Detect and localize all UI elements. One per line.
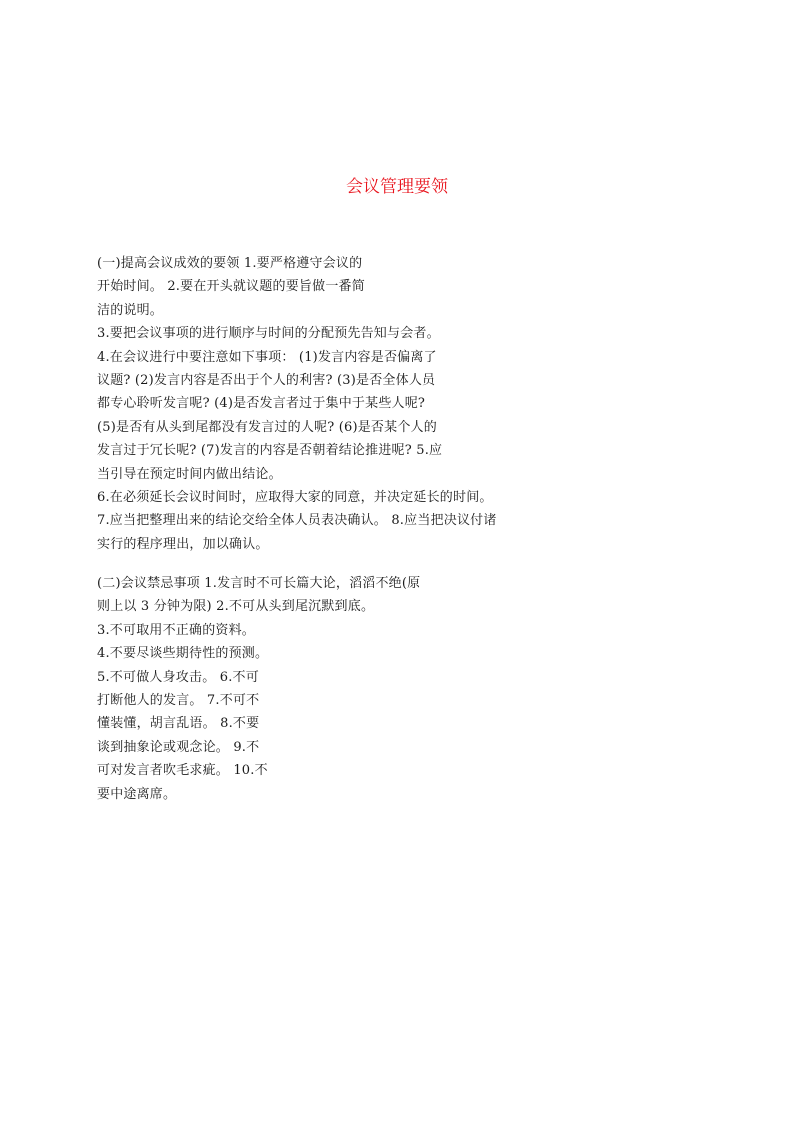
text-line: 当引导在预定时间内做出结论。 <box>97 466 282 482</box>
text-line: 6.在必须延长会议时间时，应取得大家的同意，并决定延长的时间。 <box>97 489 493 505</box>
text-line: 打断他人的发言。 7.不可不 <box>97 693 260 709</box>
text-line: 懂装懂，胡言乱语。 8.不要 <box>97 716 260 732</box>
text-line: 开始时间。 2.要在开头就议题的要旨做一番简 <box>97 279 365 295</box>
text-line: 3.不可取用不正确的资料。 <box>97 622 256 638</box>
text-line: 都专心聆听发言呢? (4)是否发言者过于集中于某些人呢? <box>97 396 426 412</box>
text-line: 4.不要尽谈些期待性的预测。 <box>97 646 269 662</box>
page-title: 会议管理要领 <box>346 177 448 197</box>
document-body <box>97 252 747 806</box>
text-line: 7.应当把整理出来的结论交给全体人员表决确认。 8.应当把决议付诸 <box>97 513 497 529</box>
section-meeting-taboos <box>97 572 747 806</box>
text-line: 洁的说明。 <box>97 302 164 318</box>
text-line: (一)提高会议成效的要领 1.要严格遵守会议的 <box>97 256 363 271</box>
text-line: 发言过于冗长呢? (7)发言的内容是否朝着结论推进呢? 5.应 <box>97 443 443 459</box>
text-line: 要中途离席。 <box>97 786 177 802</box>
text-line: (二)会议禁忌事项 1.发言时不可长篇大论，滔滔不绝(原 <box>97 576 421 592</box>
text-line: 4.在会议进行中要注意如下事项： (1)发言内容是否偏离了 <box>97 349 437 365</box>
text-line: (5)是否有从头到尾都没有发言过的人呢? (6)是否某个人的 <box>97 419 437 435</box>
section-spacer <box>97 556 747 572</box>
text-line: 议题? (2)发言内容是否出于个人的利害? (3)是否全体人员 <box>97 372 436 388</box>
text-line: 5.不可做人身攻击。 6.不可 <box>97 669 259 685</box>
text-line: 谈到抽象论或观念论。 9.不 <box>97 739 260 755</box>
section-meeting-effectiveness <box>97 252 747 556</box>
text-line: 则上以 3 分钟为限) 2.不可从头到尾沉默到底。 <box>97 599 375 615</box>
text-line: 可对发言者吹毛求疵。 10.不 <box>97 763 268 779</box>
text-line: 3.要把会议事项的进行顺序与时间的分配预先告知与会者。 <box>97 326 440 342</box>
text-line: 实行的程序理出，加以确认。 <box>97 536 269 552</box>
